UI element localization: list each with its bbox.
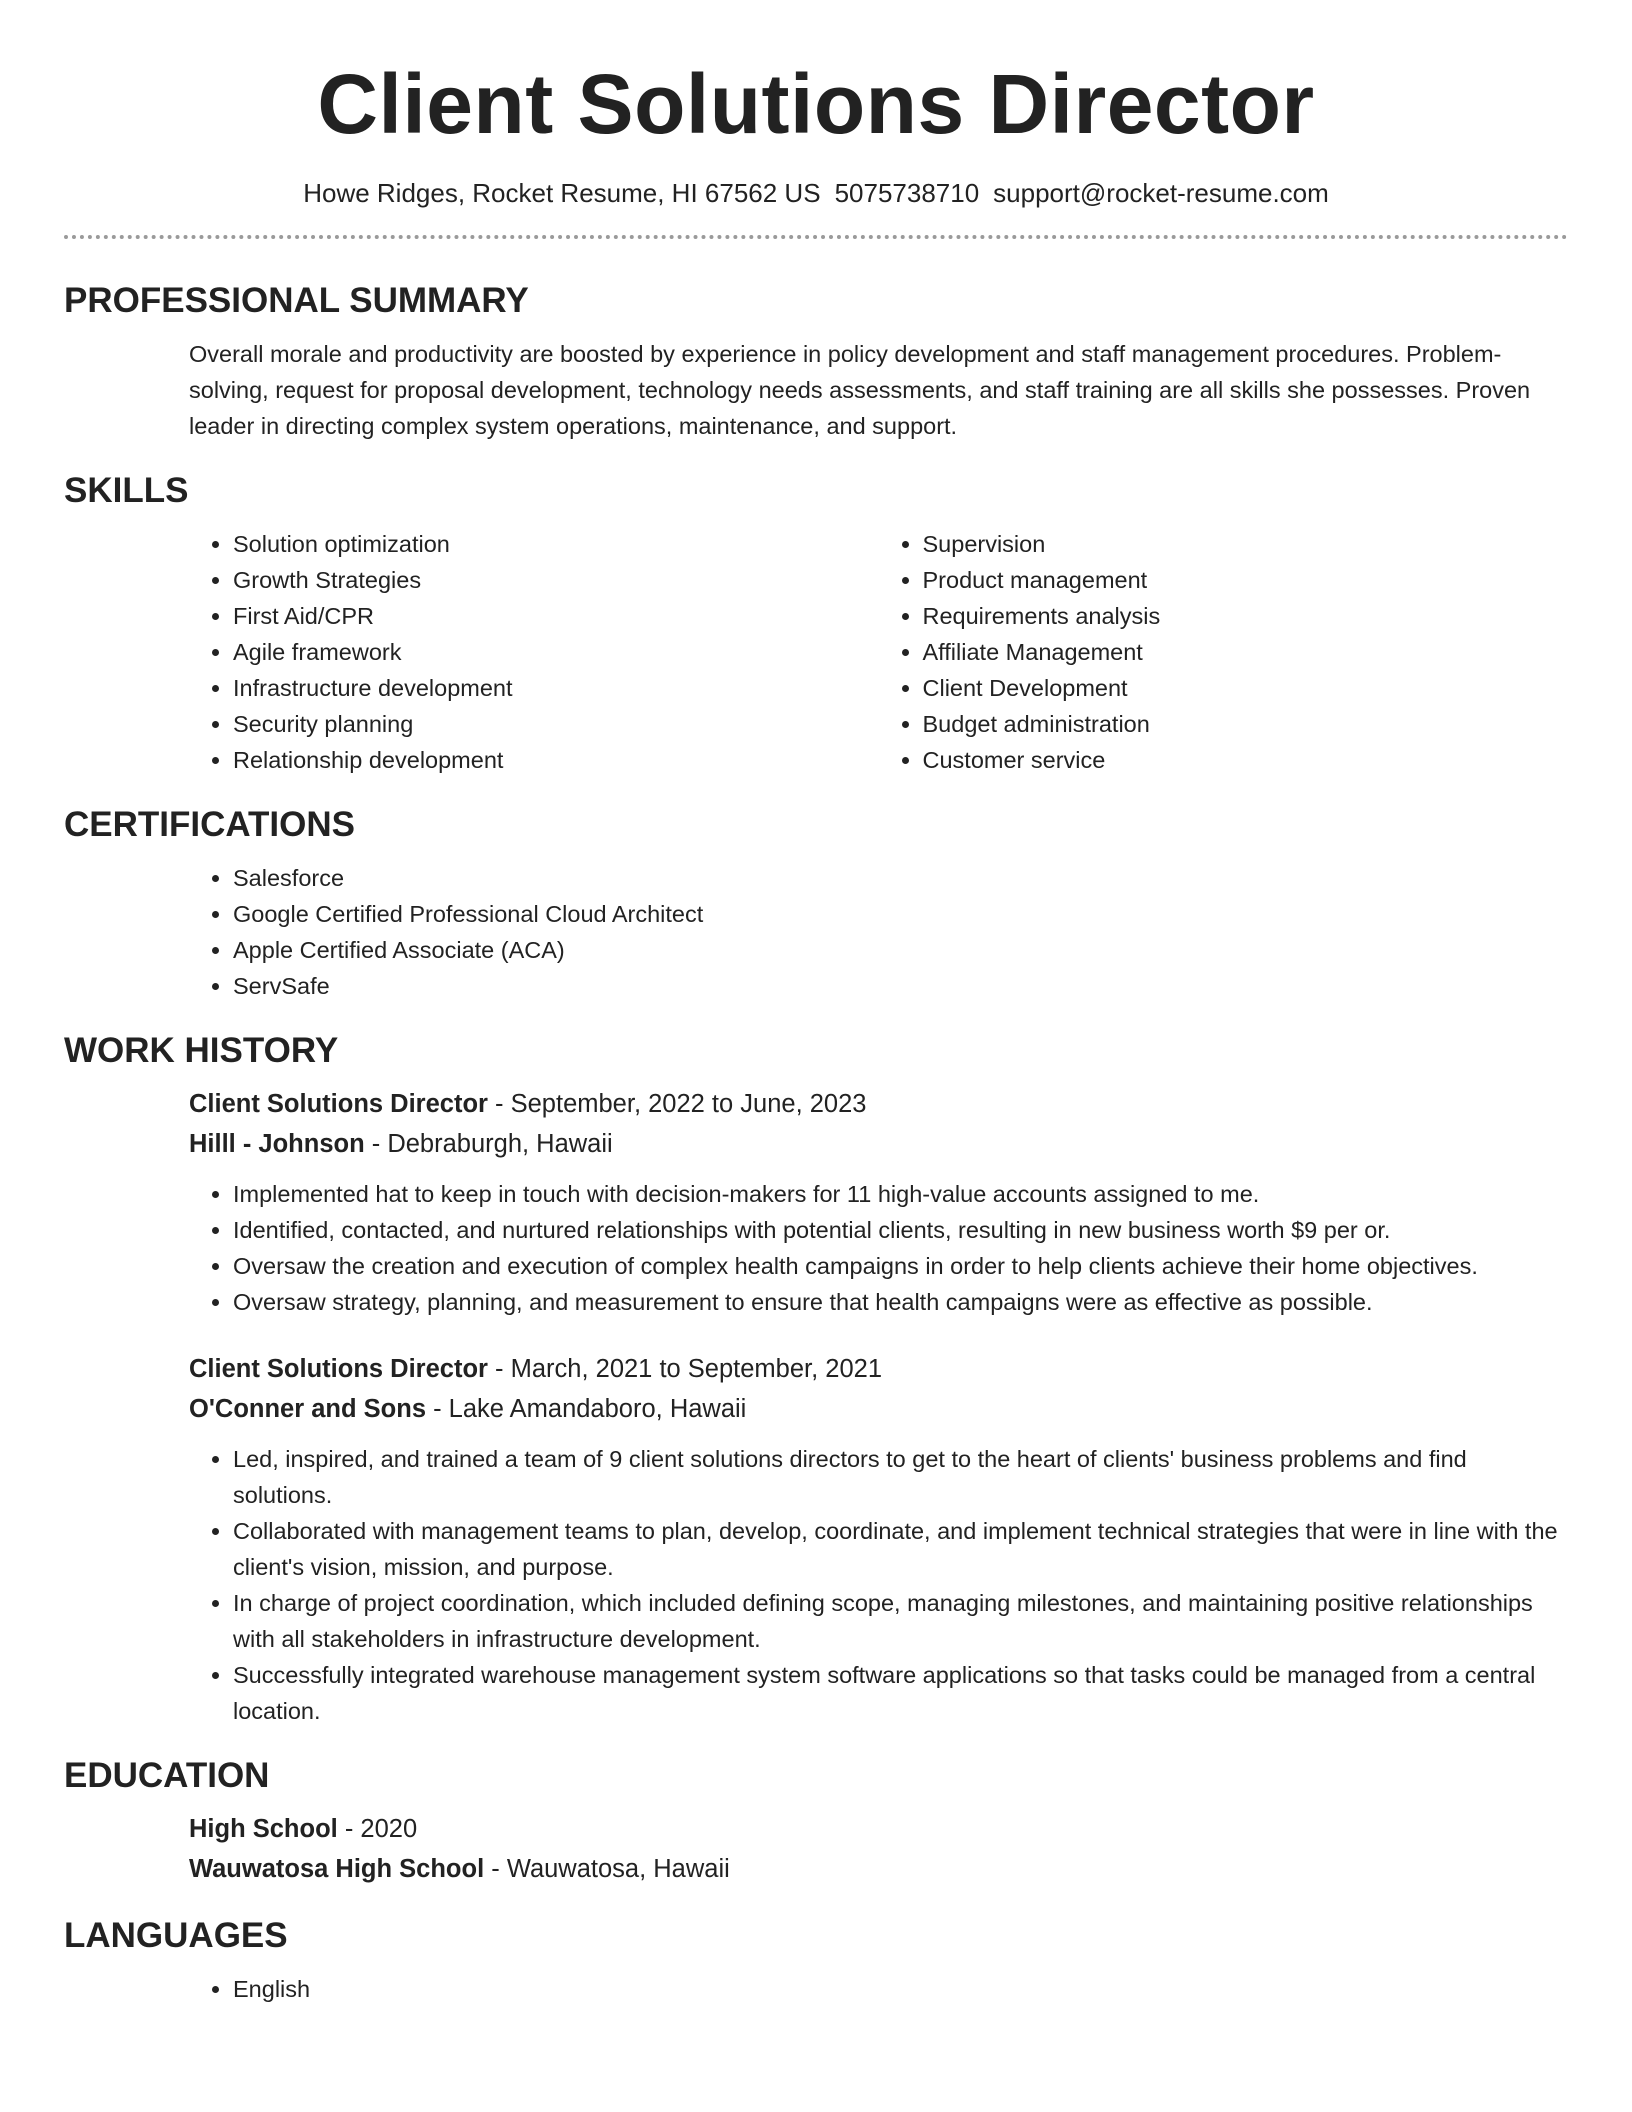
list-item: • English bbox=[233, 1971, 1568, 2007]
job-title-line bbox=[189, 1349, 1568, 1389]
education-degree: High School bbox=[189, 1815, 338, 1843]
certifications-list bbox=[189, 860, 1568, 1004]
skills-right-list bbox=[879, 526, 1569, 778]
list-item: • Oversaw the creation and execution of complex health campaigns in order to help clients achieve their home objectives. bbox=[233, 1248, 1568, 1284]
job-bullets bbox=[189, 1441, 1568, 1729]
list-item: • Infrastructure development bbox=[233, 670, 879, 706]
list-item: • Client Development bbox=[923, 670, 1569, 706]
list-item: • Collaborated with management teams to plan, develop, coordinate, and implement technical strategies that were in line with the client's vision, mission, and purpose. bbox=[233, 1513, 1568, 1585]
list-item: • Budget administration bbox=[923, 706, 1569, 742]
list-item: • Supervision bbox=[923, 526, 1569, 562]
skills-heading: SKILLS bbox=[64, 471, 189, 510]
list-item: • Solution optimization bbox=[233, 526, 879, 562]
job-company: Hilll - Johnson bbox=[189, 1130, 365, 1158]
education-degree-line bbox=[189, 1809, 1568, 1849]
job-company: O'Conner and Sons bbox=[189, 1395, 426, 1423]
list-item: • In charge of project coordination, which included defining scope, managing milestones, and maintaining positive relationships with all stakeholders in infrastructure development. bbox=[233, 1585, 1568, 1657]
job-dates: - March, 2021 to September, 2021 bbox=[487, 1355, 883, 1383]
contact-phone: 5075738710 bbox=[834, 178, 980, 208]
certifications-heading: CERTIFICATIONS bbox=[64, 805, 356, 844]
languages-list bbox=[189, 1971, 1568, 2007]
job-role: Client Solutions Director bbox=[189, 1090, 488, 1118]
summary-text: Overall morale and productivity are boosted by experience in policy development and staff management procedures. Problem-solving, request for proposal development, technology needs assessments, and staff training are all skills she possesses. Proven leader in directing complex system operations, maintenance, and support. bbox=[189, 341, 1531, 439]
list-item: • Oversaw strategy, planning, and measurement to ensure that health campaigns were as effective as possible. bbox=[233, 1284, 1568, 1320]
list-item: • Requirements analysis bbox=[923, 598, 1569, 634]
list-item: • Growth Strategies bbox=[233, 562, 879, 598]
header-divider bbox=[64, 235, 1568, 239]
education-section bbox=[64, 1809, 1568, 1889]
job-company-line bbox=[189, 1124, 1568, 1164]
education-heading: EDUCATION bbox=[64, 1756, 270, 1795]
job-bullets bbox=[189, 1176, 1568, 1320]
skills-section bbox=[64, 526, 1568, 778]
list-item: • Security planning bbox=[233, 706, 879, 742]
list-item: • Agile framework bbox=[233, 634, 879, 670]
job-location: - Debraburgh, Hawaii bbox=[364, 1130, 613, 1158]
contact-address: Howe Ridges, Rocket Resume, HI 67562 US bbox=[303, 178, 821, 208]
education-school-line bbox=[189, 1849, 1568, 1889]
list-item: • ServSafe bbox=[233, 968, 1568, 1004]
job-title-line bbox=[189, 1084, 1568, 1124]
list-item: • Affiliate Management bbox=[923, 634, 1569, 670]
list-item: • Customer service bbox=[923, 742, 1569, 778]
list-item: • Apple Certified Associate (ACA) bbox=[233, 932, 1568, 968]
job-entry bbox=[64, 1349, 1568, 1729]
list-item: • Google Certified Professional Cloud Architect bbox=[233, 896, 1568, 932]
languages-heading: LANGUAGES bbox=[64, 1916, 288, 1955]
contact-email: support@rocket-resume.com bbox=[993, 178, 1329, 208]
job-entry bbox=[64, 1084, 1568, 1320]
work-heading: WORK HISTORY bbox=[64, 1031, 339, 1070]
job-company-line bbox=[189, 1389, 1568, 1429]
certifications-section bbox=[64, 860, 1568, 1004]
list-item: • Successfully integrated warehouse management system software applications so that tasks could be managed from a central location. bbox=[233, 1657, 1568, 1729]
list-item: • First Aid/CPR bbox=[233, 598, 879, 634]
list-item: • Product management bbox=[923, 562, 1569, 598]
list-item: • Relationship development bbox=[233, 742, 879, 778]
summary-section bbox=[64, 336, 1568, 444]
languages-section bbox=[64, 1971, 1568, 2007]
job-role: Client Solutions Director bbox=[189, 1355, 488, 1383]
contact-line bbox=[64, 178, 1568, 209]
education-year: - 2020 bbox=[337, 1815, 418, 1843]
skills-left-list bbox=[189, 526, 879, 778]
education-school: Wauwatosa High School bbox=[189, 1855, 485, 1883]
education-location: - Wauwatosa, Hawaii bbox=[484, 1855, 730, 1883]
summary-heading: PROFESSIONAL SUMMARY bbox=[64, 281, 529, 320]
list-item: • Implemented hat to keep in touch with decision-makers for 11 high-value accounts assigned to me. bbox=[233, 1176, 1568, 1212]
job-dates: - September, 2022 to June, 2023 bbox=[487, 1090, 867, 1118]
list-item: • Salesforce bbox=[233, 860, 1568, 896]
list-item: • Led, inspired, and trained a team of 9 client solutions directors to get to the heart of clients' business problems and find solutions. bbox=[233, 1441, 1568, 1513]
job-location: - Lake Amandaboro, Hawaii bbox=[426, 1395, 747, 1423]
list-item: • Identified, contacted, and nurtured relationships with potential clients, resulting in new business worth $9 per or. bbox=[233, 1212, 1568, 1248]
resume-name: Client Solutions Director bbox=[317, 57, 1315, 151]
